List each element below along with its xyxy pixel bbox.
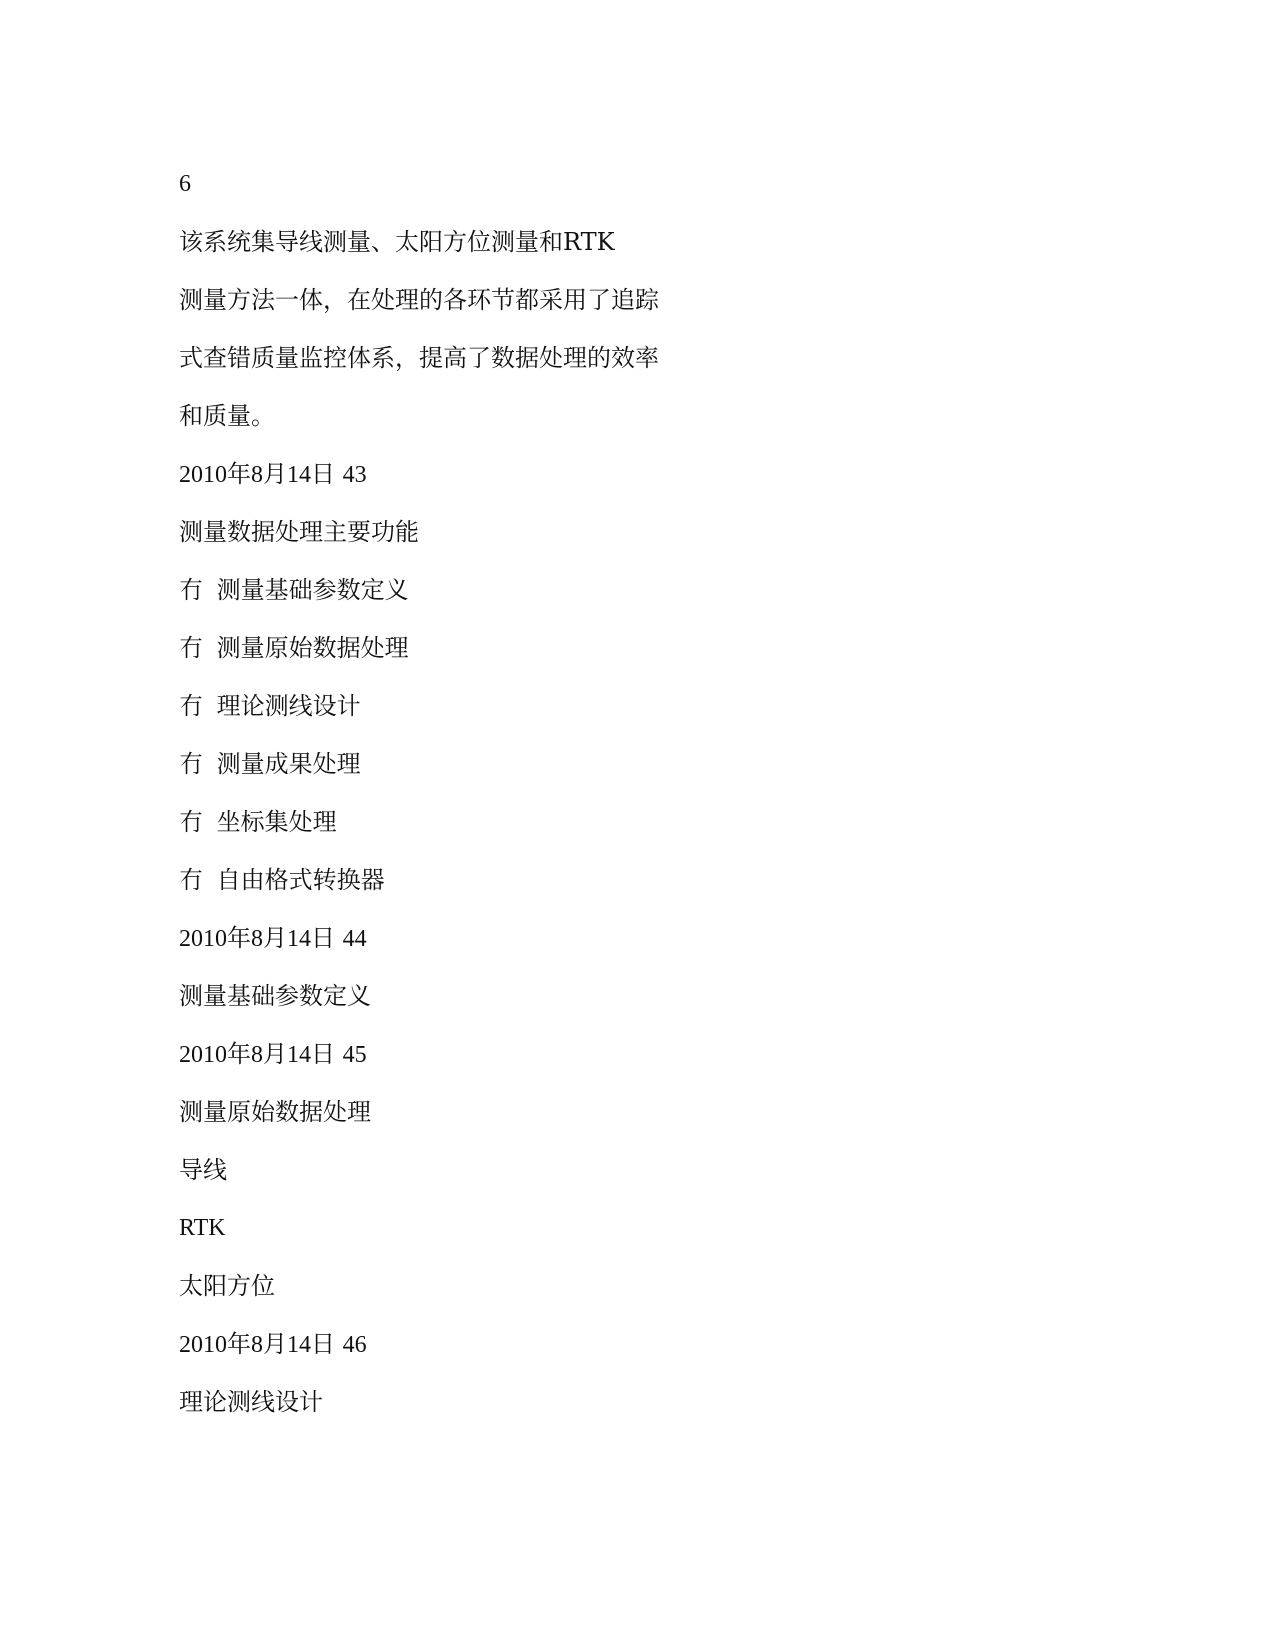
slide-title-43: 测量数据处理主要功能 <box>179 518 419 546</box>
list-item-label: 自由格式转换器 <box>216 866 385 894</box>
list-item-label: 测量基础参数定义 <box>216 576 409 604</box>
text-column <box>179 168 1079 1444</box>
slide-date: 2010年8月14日 <box>179 1042 335 1068</box>
slide-date: 2010年8月14日 <box>179 462 335 488</box>
intro-line-3: 式查错质量监控体系，提高了数据处理的效率 <box>179 344 659 372</box>
slide-title-46: 理论测线设计 <box>179 1388 323 1416</box>
page-number: 6 <box>179 171 191 197</box>
label-rtk: RTK <box>179 1215 226 1241</box>
slide-date: 2010年8月14日 <box>179 1332 335 1358</box>
bullet-glyph: 冇 <box>179 576 203 604</box>
bullet-glyph: 冇 <box>179 750 203 778</box>
intro-line-2: 测量方法一体，在处理的各环节都采用了追踪 <box>179 286 659 314</box>
slide-footer-44 <box>179 922 1079 980</box>
slide-number: 46 <box>342 1332 367 1358</box>
slide-date: 2010年8月14日 <box>179 926 335 952</box>
list-item-label: 理论测线设计 <box>216 692 361 720</box>
slide-number: 45 <box>342 1042 367 1068</box>
bullet-glyph: 冇 <box>179 866 203 894</box>
bullet-glyph: 冇 <box>179 808 203 836</box>
list-item-label: 测量成果处理 <box>216 750 361 778</box>
intro-line-1: 该系统集导线测量、太阳方位测量和RTK <box>179 228 615 256</box>
slide-footer-45 <box>179 1038 1079 1096</box>
list-item <box>179 864 1079 922</box>
bullet-glyph: 冇 <box>179 634 203 662</box>
list-item-label: 坐标集处理 <box>216 808 337 836</box>
slide-title-44: 测量基础参数定义 <box>179 982 371 1010</box>
slide-number: 44 <box>342 926 367 952</box>
slide-title-45: 测量原始数据处理 <box>179 1098 371 1126</box>
bullet-glyph: 冇 <box>179 692 203 720</box>
list-item <box>179 806 1079 864</box>
slide-footer-43 <box>179 458 1079 516</box>
list-item <box>179 574 1079 632</box>
list-item <box>179 632 1079 690</box>
list-item <box>179 690 1079 748</box>
list-item-label: 测量原始数据处理 <box>216 634 409 662</box>
label-solar-azimuth: 太阳方位 <box>179 1272 275 1300</box>
list-item <box>179 748 1079 806</box>
label-traverse: 导线 <box>179 1156 227 1184</box>
slide-number: 43 <box>342 462 367 488</box>
slide-footer-46 <box>179 1328 1079 1386</box>
intro-line-4: 和质量。 <box>179 402 275 430</box>
